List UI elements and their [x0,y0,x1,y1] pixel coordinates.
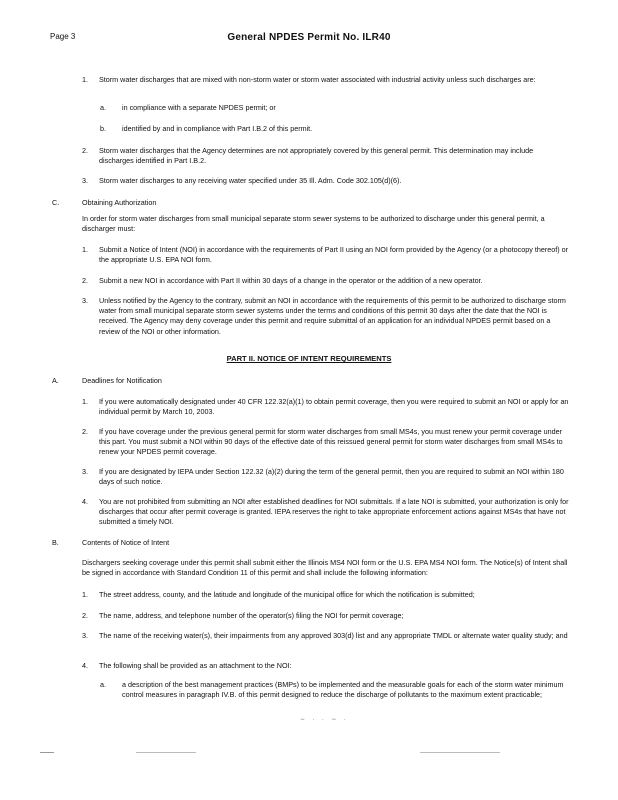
scan-artifact-line [40,752,54,753]
sub-item-text: in compliance with a separate NPDES permit; or [122,103,276,112]
sub-item-number: a. [100,680,106,689]
sub-item-text: identified by and in compliance with Part I.B.2 of this permit. [122,124,313,133]
section-letter: C. [52,198,60,207]
scan-artifact-line [136,752,196,753]
list-item-number: 3. [82,467,88,476]
section-letter: A. [52,376,59,385]
section-letter: B. [52,538,59,547]
section-heading: Contents of Notice of Intent [82,538,170,547]
list-item-number: 1. [82,245,88,254]
section-intro: Dischargers seeking coverage under this permit shall submit either the Illinois MS4 NOI form or the U.S. EPA MS4 NOI form. The Notice(s) of Intent shall be signed in accordance with Standard Condition 11 of this permit and shall include the following information: [82,558,568,578]
page-number: Page 3 [50,32,76,41]
list-item-text: Unless notified by the Agency to the contrary, submit an NOI in accordance with the requirements of this permit to be authorized to discharge storm water from small municipal separate storm sewer systems under the terms and conditions of this permit 30 days after the date that the NOI is received. The Agency may deny coverage under this permit and require submittal of an application for an individual NPDES permit based on a review of the NOI or other information. [99,296,566,336]
sub-item-text: a description of the best management practices (BMPs) to be implemented and the measurable goals for each of the storm water minimum control measures in paragraph IV.B. of this permit designed to reduce the discharge of pollutants to the maximum extent practicable; [122,680,564,700]
list-item-text: If you are designated by IEPA under Section 122.32 (a)(2) during the term of the general permit, then you are required to submit an NOI within 180 days of such notice. [99,467,564,487]
list-item-text: The name, address, and telephone number of the operator(s) filing the NOI for permit coverage; [99,611,404,620]
list-item-number: 1. [82,75,88,84]
list-item-text: Storm water discharges that are mixed with non-storm water or storm water associated with industrial activity unless such discharges are: [99,75,536,84]
list-item-number: 1. [82,397,88,406]
list-item-text: If you were automatically designated under 40 CFR 122.32(a)(1) to obtain permit coverage, then you were required to submit an NOI or apply for an individual permit by March 10, 2003. [99,397,569,417]
list-item-number: 1. [82,590,88,599]
section-intro: In order for storm water discharges from small municipal separate storm sewer systems to be authorized to discharge under this general permit, a discharger must: [82,214,545,234]
list-item-number: 4. [82,497,88,506]
list-item-text: Submit a Notice of Intent (NOI) in accordance with the requirements of Part II using an NOI form provided by the Agency (or a photocopy thereof) or the appropriate U.S. EPA NOI form. [99,245,569,265]
list-item-text: Submit a new NOI in accordance with Part II within 30 days of a change in the operator or the addition of a new operator. [99,276,483,285]
document-title: General NPDES Permit No. ILR40 [227,32,391,43]
sub-item-number: b. [100,124,106,133]
scan-artifact-line [420,752,500,753]
section-heading: Deadlines for Notification [82,376,162,385]
list-item-text: Storm water discharges to any receiving water specified under 35 Ill. Adm. Code 302.105(d)(6). [99,176,402,185]
list-item-number: 2. [82,611,88,620]
list-item-number: 3. [82,631,88,640]
list-item-text: The name of the receiving water(s), their impairments from any approved 303(d) list and any appropriate TMDL or alternate water quality study; and [99,631,568,640]
list-item-text: Storm water discharges that the Agency determines are not appropriately covered by this general permit. This determination may include discharges identified in Part I.B.2. [99,146,534,166]
list-item-number: 2. [82,276,88,285]
scan-artifact: ∼ ∙ ∙ ∼ ∙ [300,717,349,723]
list-item-text: If you have coverage under the previous general permit for storm water discharges from small MS4s, you must renew your permit coverage under this part. You must submit a NOI within 90 days of the effective date of this reissued general permit for storm water discharges from small MS4s to renew your NPDES permit coverage. [99,427,563,457]
list-item-number: 3. [82,296,88,305]
list-item-text: The following shall be provided as an attachment to the NOI: [99,661,292,670]
list-item-number: 4. [82,661,88,670]
list-item-number: 2. [82,427,88,436]
list-item-number: 2. [82,146,88,155]
sub-item-number: a. [100,103,106,112]
list-item-number: 3. [82,176,88,185]
section-heading: Obtaining Authorization [82,198,157,207]
list-item-text: The street address, county, and the latitude and longitude of the municipal office for which the notification is submitted; [99,590,475,599]
list-item-text: You are not prohibited from submitting an NOI after established deadlines for NOI submittals. If a late NOI is submitted, your authorization is only for discharges that occur after permit coverage is granted. IEPA reserves the right to take appropriate enforcement actions against MS4s that have not submitted a timely NOI. [99,497,569,527]
part-heading: PART II. NOTICE OF INTENT REQUIREMENTS [226,354,392,363]
